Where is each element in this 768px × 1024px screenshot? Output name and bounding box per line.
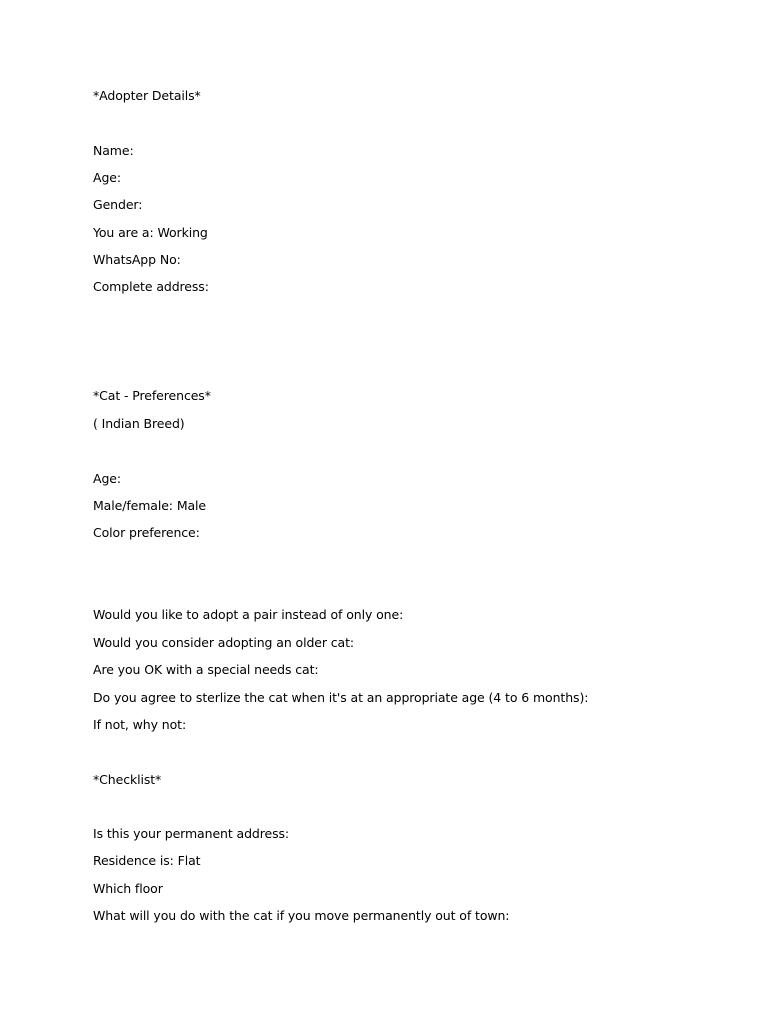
older-cat-question: Would you consider adopting an older cat: bbox=[93, 635, 355, 650]
checklist-heading: *Checklist* bbox=[93, 772, 162, 787]
whatsapp-field-label: WhatsApp No: bbox=[93, 252, 181, 267]
address-field-label: Complete address: bbox=[93, 279, 209, 294]
residence-label: Residence is: bbox=[93, 853, 174, 868]
breed-note: ( Indian Breed) bbox=[93, 416, 185, 431]
occupation-value: Working bbox=[157, 225, 208, 240]
name-field-label: Name: bbox=[93, 143, 134, 158]
residence-field bbox=[93, 853, 200, 869]
permanent-address-question: Is this your permanent address: bbox=[93, 826, 290, 841]
occupation-field bbox=[93, 225, 208, 241]
special-needs-question: Are you OK with a special needs cat: bbox=[93, 662, 319, 677]
color-preference-field-label: Color preference: bbox=[93, 525, 200, 540]
adopter-details-heading: *Adopter Details* bbox=[93, 88, 201, 103]
age-field-label: Age: bbox=[93, 170, 121, 185]
gender-field-label: Gender: bbox=[93, 197, 143, 212]
cat-sex-field bbox=[93, 498, 206, 514]
cat-preferences-heading: *Cat - Preferences* bbox=[93, 388, 211, 403]
cat-sex-label: Male/female: bbox=[93, 498, 173, 513]
if-not-question: If not, why not: bbox=[93, 717, 187, 732]
floor-question: Which floor bbox=[93, 881, 163, 896]
cat-sex-value: Male bbox=[176, 498, 207, 513]
cat-age-field-label: Age: bbox=[93, 471, 121, 486]
sterilize-question: Do you agree to sterlize the cat when it's at an appropriate age (4 to 6 months): bbox=[93, 690, 589, 705]
pair-adoption-question: Would you like to adopt a pair instead of only one: bbox=[93, 607, 404, 622]
residence-value: Flat bbox=[177, 853, 201, 868]
move-out-question: What will you do with the cat if you move permanently out of town: bbox=[93, 908, 510, 923]
occupation-label: You are a: bbox=[93, 225, 154, 240]
